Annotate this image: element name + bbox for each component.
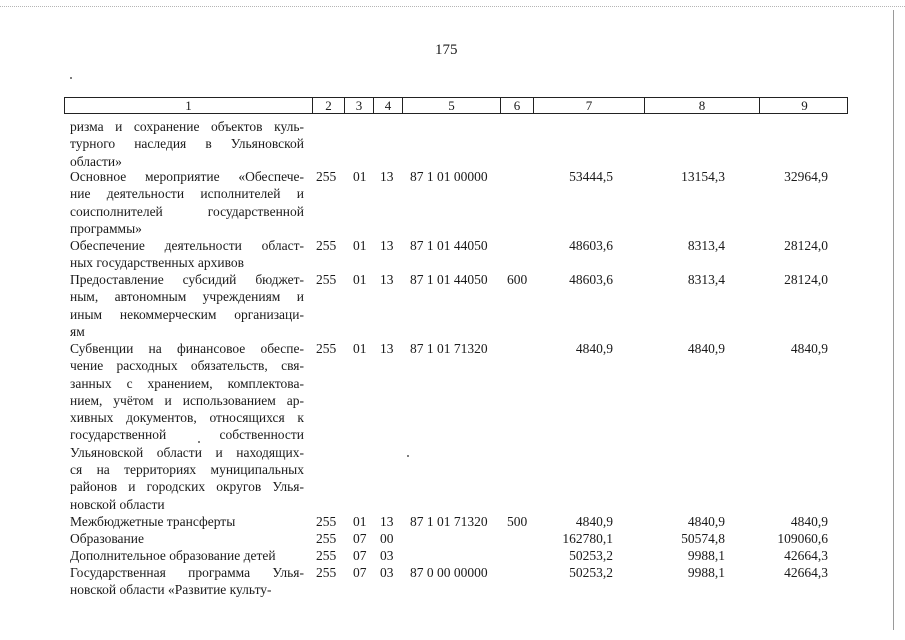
description-line: Предоставление субсидий бюджет- xyxy=(70,272,304,287)
row-description xyxy=(70,530,304,547)
header-cell: 3 xyxy=(344,98,373,113)
code-section: 07 xyxy=(353,531,367,546)
description-line: ным, автономным учреждениям и xyxy=(70,289,304,305)
amount-col-8: 9988,1 xyxy=(687,548,725,563)
code-subsection: 03 xyxy=(380,565,394,580)
code-subsection: 00 xyxy=(380,531,394,546)
description-line: соисполнителей государственной xyxy=(70,203,304,219)
amount-col-7: 50253,2 xyxy=(569,565,613,580)
description-line: Ульяновской области и находящих- xyxy=(70,444,304,460)
code-section: 01 xyxy=(353,238,367,253)
row-description xyxy=(70,237,304,272)
description-line: иным некоммерческим организаци- xyxy=(70,306,304,322)
page-edge-right xyxy=(893,10,894,630)
row-description xyxy=(70,340,304,513)
amount-col-7: 4840,9 xyxy=(575,514,613,529)
code-section: 01 xyxy=(353,272,367,287)
code-ministry: 255 xyxy=(316,531,337,546)
description-line: турного наследия в Ульяновской xyxy=(70,136,304,152)
amount-col-8: 4840,9 xyxy=(687,514,725,529)
code-subsection: 13 xyxy=(380,514,394,529)
amount-col-8: 8313,4 xyxy=(687,238,725,253)
code-subsection: 13 xyxy=(380,169,394,184)
row-description xyxy=(70,547,304,564)
amount-col-7: 50253,2 xyxy=(569,548,613,563)
row-description xyxy=(70,271,304,340)
amount-col-7: 48603,6 xyxy=(569,238,613,253)
code-section: 07 xyxy=(353,548,367,563)
code-ministry: 255 xyxy=(316,341,337,356)
description-line: Образование xyxy=(70,531,144,546)
description-line: Дополнительное образование детей xyxy=(70,548,276,563)
amount-col-8: 13154,3 xyxy=(681,169,725,184)
page-number: 175 xyxy=(435,42,458,58)
description-line: районов и городских округов Улья- xyxy=(70,479,304,495)
amount-col-7: 4840,9 xyxy=(575,341,613,356)
row-description xyxy=(70,118,304,170)
amount-col-9: 109060,6 xyxy=(777,531,828,546)
description-line: хивных документов, относящихся к xyxy=(70,410,304,426)
description-line: нием, учётом и использованием ар- xyxy=(70,392,304,408)
amount-col-9: 32964,9 xyxy=(784,169,828,184)
description-line: ризма и сохранение объектов куль- xyxy=(70,119,304,134)
header-cell: 7 xyxy=(533,98,644,113)
table-header xyxy=(64,97,848,114)
description-line: ных государственных архивов xyxy=(70,255,244,271)
code-subsection: 13 xyxy=(380,341,394,356)
amount-col-9: 4840,9 xyxy=(790,514,828,529)
row-description xyxy=(70,564,304,599)
description-line: ям xyxy=(70,323,85,339)
description-line: занных с хранением, комплектова- xyxy=(70,375,304,391)
code-ministry: 255 xyxy=(316,565,337,580)
code-subsection: 13 xyxy=(380,238,394,253)
description-line: новской области xyxy=(70,496,165,512)
code-section: 01 xyxy=(353,169,367,184)
description-line: новской области «Развитие культу- xyxy=(70,582,272,598)
code-target-article: 87 1 01 71320 xyxy=(410,514,488,529)
description-line: Государственная программа Улья- xyxy=(70,565,304,580)
code-ministry: 255 xyxy=(316,548,337,563)
header-cell: 1 xyxy=(185,98,192,113)
code-subsection: 13 xyxy=(380,272,394,287)
description-line: ние деятельности исполнителей и xyxy=(70,186,304,202)
description-line: Обеспечение деятельности област- xyxy=(70,238,304,253)
code-expense-type: 500 xyxy=(507,514,528,529)
description-line: ся на территориях муниципальных xyxy=(70,462,304,478)
amount-col-7: 53444,5 xyxy=(569,169,613,184)
code-ministry: 255 xyxy=(316,169,337,184)
amount-col-8: 9988,1 xyxy=(687,565,725,580)
code-section: 01 xyxy=(353,514,367,529)
description-line: Межбюджетные трансферты xyxy=(70,514,236,529)
amount-col-9: 28124,0 xyxy=(784,238,828,253)
code-section: 01 xyxy=(353,341,367,356)
header-cell: 2 xyxy=(312,98,344,113)
scan-speck xyxy=(407,455,409,457)
code-expense-type: 600 xyxy=(507,272,528,287)
amount-col-9: 42664,3 xyxy=(784,565,828,580)
code-target-article: 87 1 01 44050 xyxy=(410,238,488,253)
header-cell: 9 xyxy=(759,98,849,113)
amount-col-8: 50574,8 xyxy=(681,531,725,546)
amount-col-8: 8313,4 xyxy=(687,272,725,287)
header-cell: 6 xyxy=(500,98,533,113)
header-cell: 8 xyxy=(644,98,759,113)
code-ministry: 255 xyxy=(316,514,337,529)
code-target-article: 87 1 01 00000 xyxy=(410,169,488,184)
amount-col-9: 4840,9 xyxy=(790,341,828,356)
amount-col-8: 4840,9 xyxy=(687,341,725,356)
description-line: Основное мероприятие «Обеспече- xyxy=(70,169,304,184)
amount-col-9: 42664,3 xyxy=(784,548,828,563)
description-line: чение расходных обязательств, свя- xyxy=(70,358,304,374)
code-ministry: 255 xyxy=(316,272,337,287)
code-target-article: 87 1 01 44050 xyxy=(410,272,488,287)
scan-speck xyxy=(70,77,72,79)
header-cell: 4 xyxy=(373,98,402,113)
code-section: 07 xyxy=(353,565,367,580)
description-line: Субвенции на финансовое обеспе- xyxy=(70,341,304,356)
amount-col-7: 48603,6 xyxy=(569,272,613,287)
row-description xyxy=(70,513,304,530)
header-cell: 5 xyxy=(402,98,500,113)
description-line: государственной собственности xyxy=(70,427,304,443)
code-ministry: 255 xyxy=(316,238,337,253)
row-description xyxy=(70,168,304,237)
amount-col-9: 28124,0 xyxy=(784,272,828,287)
code-target-article: 87 1 01 71320 xyxy=(410,341,488,356)
description-line: области» xyxy=(70,153,122,169)
description-line: программы» xyxy=(70,220,142,236)
code-target-article: 87 0 00 00000 xyxy=(410,565,488,580)
page-edge-top xyxy=(0,6,905,7)
code-subsection: 03 xyxy=(380,548,394,563)
amount-col-7: 162780,1 xyxy=(562,531,613,546)
